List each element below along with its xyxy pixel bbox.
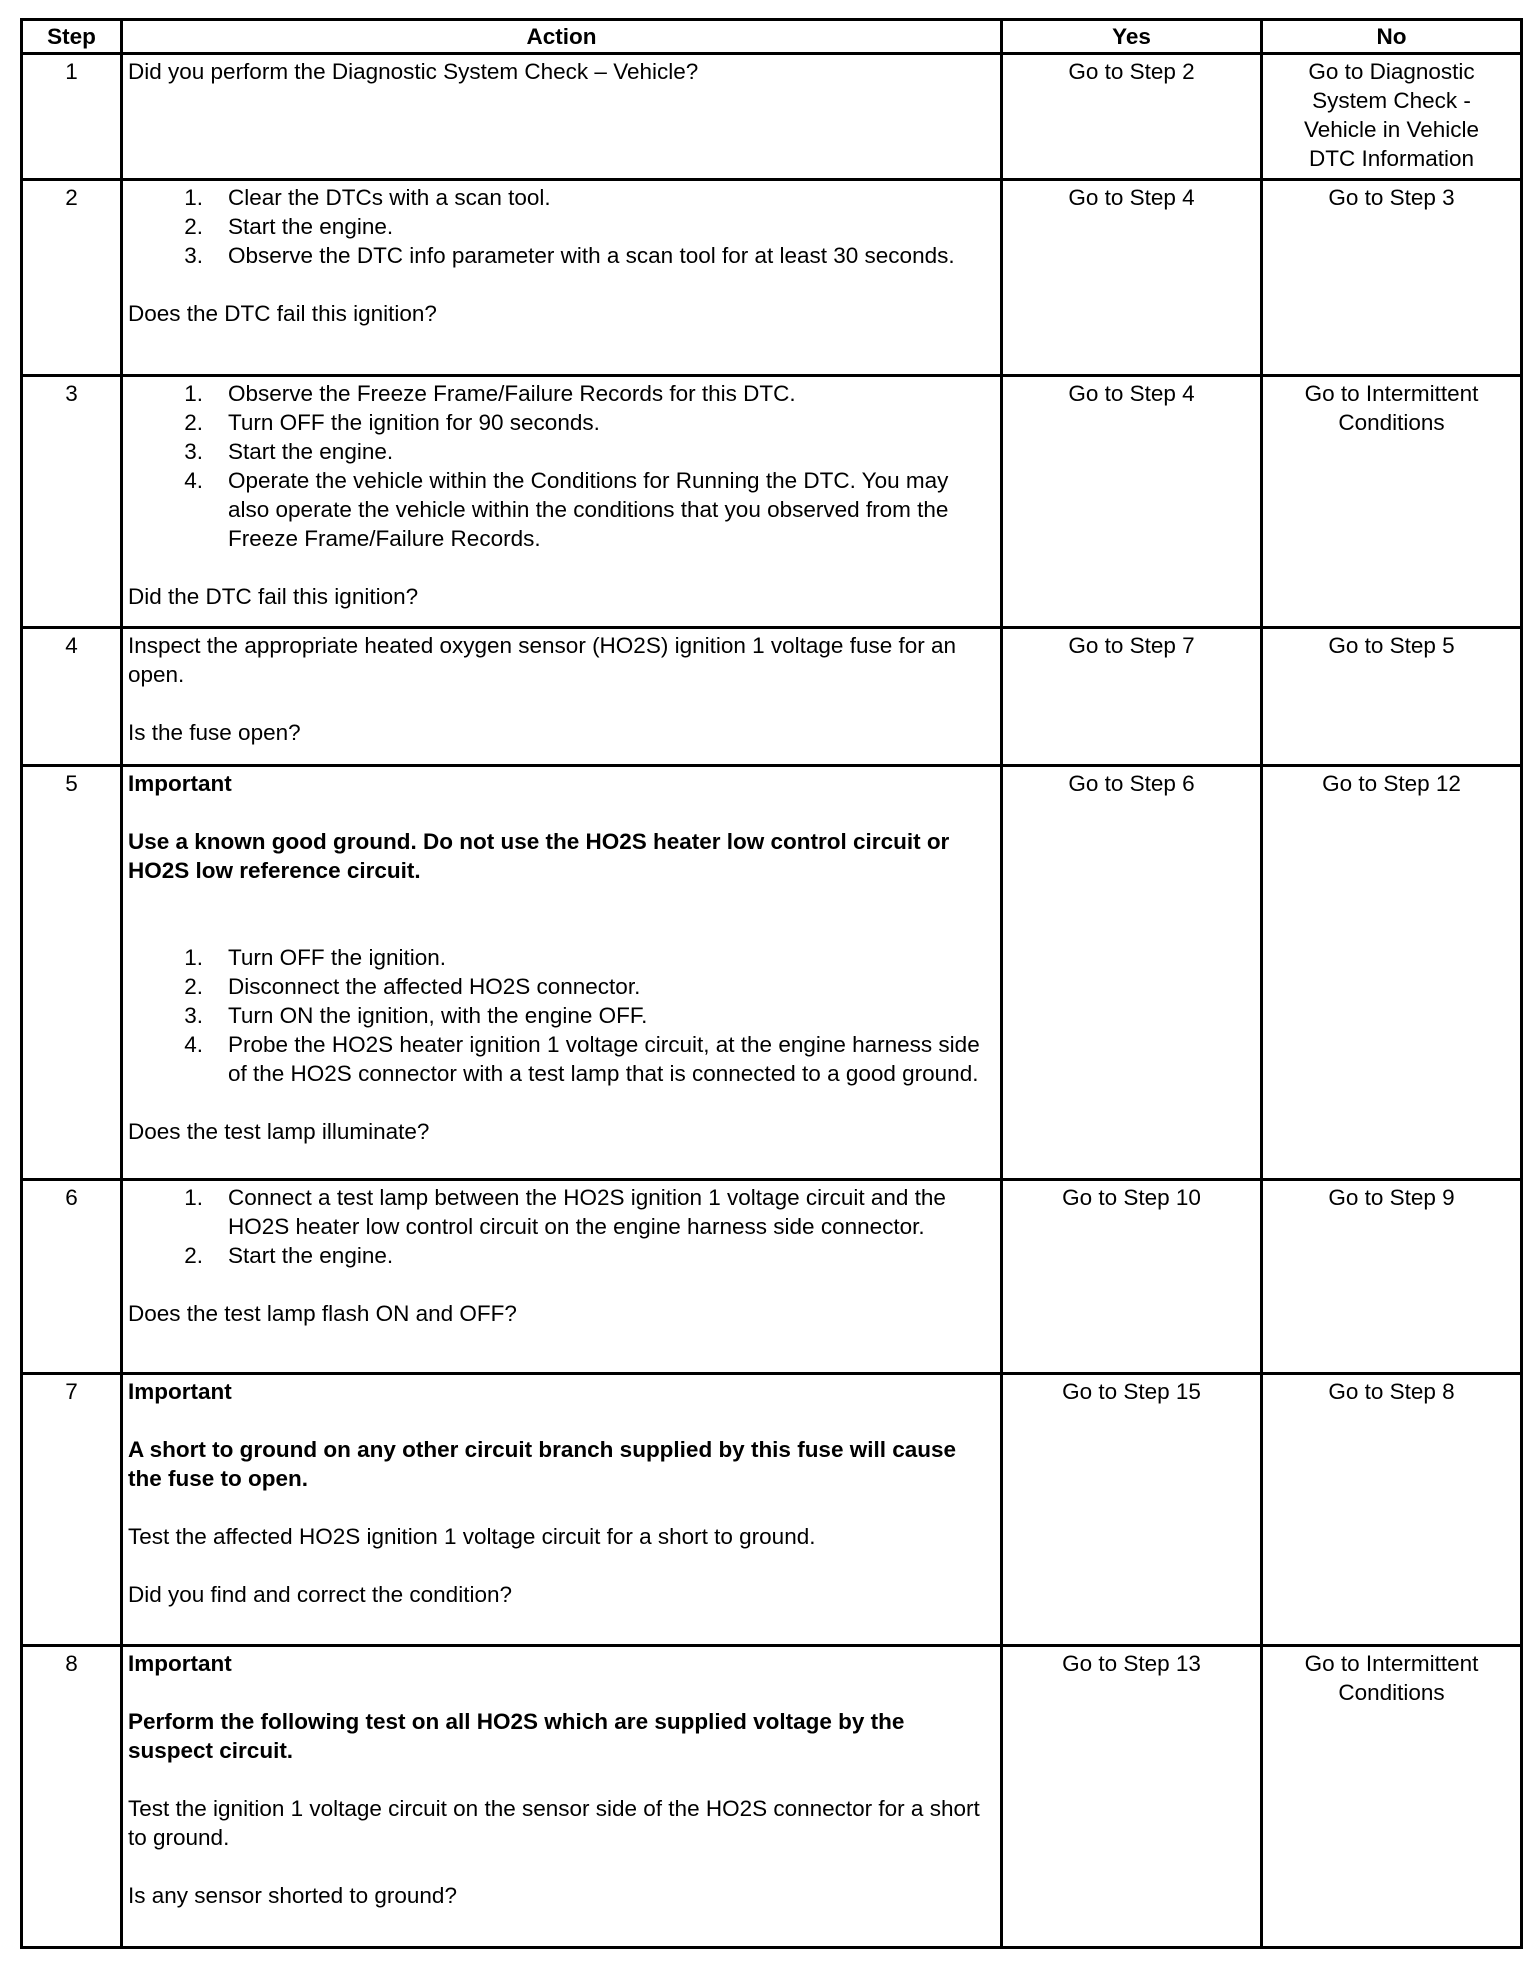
- action-question: Did you find and correct the condition?: [128, 1582, 512, 1607]
- header-step: Step: [22, 20, 122, 54]
- action-question: Is any sensor shorted to ground?: [128, 1883, 457, 1908]
- no-text: Go to Diagnostic System Check - Vehicle in Vehicle DTC Information: [1303, 59, 1480, 171]
- action-steps: [128, 379, 995, 553]
- header-no: No: [1262, 20, 1522, 54]
- important-note: Use a known good ground. Do not use the HO2S heater low control circuit or HO2S low reference circuit.: [128, 829, 950, 883]
- no-text: Go to Intermittent Conditions: [1304, 381, 1479, 435]
- action-cell: [122, 54, 1002, 180]
- action-steps: [128, 1183, 995, 1270]
- important-label: Important: [128, 1379, 232, 1404]
- table-row: [22, 1646, 1522, 1948]
- diagnostic-table-page: [20, 18, 1520, 1949]
- important-label: Important: [128, 1651, 232, 1676]
- table-row: [22, 1374, 1522, 1646]
- list-item: 2. Start the engine.: [228, 212, 995, 241]
- yes-cell: Go to Step 13: [1002, 1646, 1262, 1948]
- action-steps: [128, 943, 995, 1088]
- action-question: Is the fuse open?: [128, 720, 301, 745]
- action-cell: [122, 1374, 1002, 1646]
- important-note: A short to ground on any other circuit branch supplied by this fuse will cause the fuse to open.: [128, 1437, 957, 1491]
- diagnostic-table: [20, 18, 1523, 1949]
- yes-cell: Go to Step 7: [1002, 628, 1262, 766]
- no-text: Go to Intermittent Conditions: [1304, 1651, 1479, 1705]
- no-cell: [1262, 1646, 1522, 1948]
- action-cell: [122, 628, 1002, 766]
- yes-cell: Go to Step 4: [1002, 376, 1262, 628]
- step-number: 1: [22, 54, 122, 180]
- list-item: 3. Start the engine.: [228, 437, 995, 466]
- action-cell: [122, 376, 1002, 628]
- important-label: Important: [128, 771, 232, 796]
- no-cell: [1262, 54, 1522, 180]
- list-item: 2. Turn OFF the ignition for 90 seconds.: [228, 408, 995, 437]
- action-cell: [122, 1646, 1002, 1948]
- list-item: 1. Clear the DTCs with a scan tool.: [228, 183, 995, 212]
- list-item: 4. Operate the vehicle within the Conditions for Running the DTC. You may also operate the vehicle within the conditions that you observed from the Freeze Frame/Failure Records.: [228, 466, 995, 553]
- action-question: Does the DTC fail this ignition?: [128, 301, 437, 326]
- action-text: Test the ignition 1 voltage circuit on the sensor side of the HO2S connector for a short to ground.: [128, 1796, 980, 1850]
- step-number: 5: [22, 766, 122, 1180]
- action-question: Does the test lamp flash ON and OFF?: [128, 1301, 517, 1326]
- action-cell: [122, 766, 1002, 1180]
- step-number: 2: [22, 180, 122, 376]
- table-row: [22, 628, 1522, 766]
- list-item: 3. Observe the DTC info parameter with a scan tool for at least 30 seconds.: [228, 241, 995, 270]
- step-number: 4: [22, 628, 122, 766]
- header-row: [22, 20, 1522, 54]
- no-cell: Go to Step 3: [1262, 180, 1522, 376]
- step-number: 3: [22, 376, 122, 628]
- table-row: [22, 766, 1522, 1180]
- table-row: [22, 1180, 1522, 1374]
- yes-cell: Go to Step 15: [1002, 1374, 1262, 1646]
- action-text: Did you perform the Diagnostic System Check – Vehicle?: [128, 59, 699, 84]
- list-item: 3. Turn ON the ignition, with the engine OFF.: [228, 1001, 995, 1030]
- important-note: Perform the following test on all HO2S which are supplied voltage by the suspect circuit.: [128, 1709, 905, 1763]
- header-yes: Yes: [1002, 20, 1262, 54]
- step-number: 7: [22, 1374, 122, 1646]
- list-item: 1. Turn OFF the ignition.: [228, 943, 995, 972]
- yes-cell: Go to Step 10: [1002, 1180, 1262, 1374]
- no-cell: Go to Step 9: [1262, 1180, 1522, 1374]
- yes-cell: Go to Step 4: [1002, 180, 1262, 376]
- action-question: Does the test lamp illuminate?: [128, 1119, 430, 1144]
- action-cell: [122, 1180, 1002, 1374]
- action-cell: [122, 180, 1002, 376]
- yes-cell: Go to Step 2: [1002, 54, 1262, 180]
- action-text: Inspect the appropriate heated oxygen sensor (HO2S) ignition 1 voltage fuse for an open.: [128, 633, 957, 687]
- list-item: 2. Start the engine.: [228, 1241, 995, 1270]
- table-row: [22, 376, 1522, 628]
- no-cell: [1262, 376, 1522, 628]
- list-item: 4. Probe the HO2S heater ignition 1 voltage circuit, at the engine harness side of the HO2S connector with a test lamp that is connected to a good ground.: [228, 1030, 995, 1088]
- no-cell: Go to Step 8: [1262, 1374, 1522, 1646]
- list-item: 1. Connect a test lamp between the HO2S ignition 1 voltage circuit and the HO2S heater low control circuit on the engine harness side connector.: [228, 1183, 995, 1241]
- list-item: 1. Observe the Freeze Frame/Failure Records for this DTC.: [228, 379, 995, 408]
- action-steps: [128, 183, 995, 270]
- action-question: Did the DTC fail this ignition?: [128, 584, 419, 609]
- no-cell: Go to Step 12: [1262, 766, 1522, 1180]
- step-number: 6: [22, 1180, 122, 1374]
- action-text: Test the affected HO2S ignition 1 voltage circuit for a short to ground.: [128, 1524, 816, 1549]
- header-action: Action: [122, 20, 1002, 54]
- no-cell: Go to Step 5: [1262, 628, 1522, 766]
- yes-cell: Go to Step 6: [1002, 766, 1262, 1180]
- list-item: 2. Disconnect the affected HO2S connector.: [228, 972, 995, 1001]
- table-row: [22, 180, 1522, 376]
- step-number: 8: [22, 1646, 122, 1948]
- table-row: [22, 54, 1522, 180]
